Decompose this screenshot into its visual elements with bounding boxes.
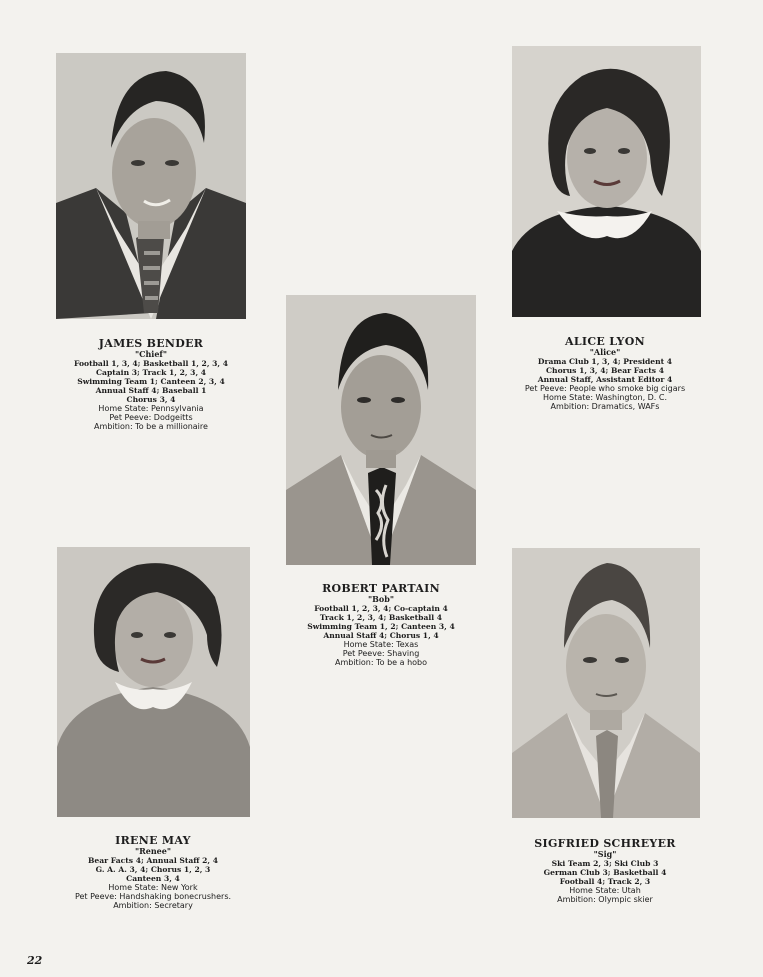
ambition: Ambition: Olympic skier: [557, 895, 653, 904]
portrait-sigfried-schreyer: [512, 548, 700, 818]
home-state: Home State: New York: [108, 883, 198, 892]
student-nickname: "Renee": [134, 846, 172, 856]
student-name: SIGFRIED SCHREYER: [534, 837, 676, 850]
student-name: ALICE LYON: [565, 335, 645, 348]
ambition: Ambition: Secretary: [113, 901, 193, 910]
activity-line: Football 1, 3, 4; Basketball 1, 2, 3, 4: [74, 359, 228, 368]
caption-james-bender: [53, 337, 249, 431]
student-nickname: "Sig": [593, 849, 617, 859]
activity-line: Chorus 1, 3, 4; Bear Facts 4: [546, 366, 664, 375]
home-state: Home State: Texas: [343, 640, 419, 649]
student-name: JAMES BENDER: [98, 337, 204, 350]
student-nickname: "Alice": [589, 347, 621, 357]
home-state: Home State: Washington, D. C.: [542, 393, 668, 402]
student-nickname: "Bob": [367, 594, 395, 604]
activity-line: German Club 3; Basketball 4: [543, 868, 667, 877]
activity-line: G. A. A. 3, 4; Chorus 1, 2, 3: [95, 865, 211, 874]
activity-line: Drama Club 1, 3, 4; President 4: [537, 357, 673, 366]
activity-line: Football 1, 2, 3, 4; Co-captain 4: [314, 604, 448, 613]
ambition: Ambition: To be a millionaire: [94, 422, 208, 431]
activity-line: Annual Staff 4; Chorus 1, 4: [323, 631, 439, 640]
student-name: IRENE MAY: [115, 834, 191, 847]
portrait-james-bender: [56, 53, 246, 319]
home-state: Home State: Utah: [569, 886, 641, 895]
student-name: ROBERT PARTAIN: [322, 582, 440, 595]
pet-peeve: Pet Peeve: People who smoke big cigars: [524, 384, 686, 393]
caption-sigfried-schreyer: [498, 837, 712, 904]
activity-line: Football 4; Track 2, 3: [559, 877, 651, 886]
home-state: Home State: Pennsylvania: [98, 404, 204, 413]
activity-line: Swimming Team 1, 2; Canteen 3, 4: [307, 622, 455, 631]
pet-peeve: Pet Peeve: Handshaking bonecrushers.: [74, 892, 232, 901]
ambition: Ambition: Dramatics, WAFs: [550, 402, 660, 411]
activity-line: Swimming Team 1; Canteen 2, 3, 4: [77, 377, 225, 386]
activity-line: Captain 3; Track 1, 2, 3, 4: [95, 368, 207, 377]
activity-line: Annual Staff 4; Baseball 1: [95, 386, 207, 395]
caption-robert-partain: [276, 582, 486, 667]
portrait-robert-partain: [286, 295, 476, 565]
student-nickname: "Chief": [134, 349, 168, 359]
activity-line: Track 1, 2, 3, 4; Basketball 4: [319, 613, 443, 622]
caption-alice-lyon: [500, 335, 710, 411]
pet-peeve: Pet Peeve: Shaving: [342, 649, 420, 658]
ambition: Ambition: To be a hobo: [334, 658, 428, 667]
portrait-irene-may: [57, 547, 250, 817]
activity-line: Chorus 3, 4: [126, 395, 176, 404]
activity-line: Canteen 3, 4: [126, 874, 180, 883]
page-number: 22: [27, 954, 43, 967]
portrait-alice-lyon: [512, 46, 701, 317]
activity-line: Ski Team 2, 3; Ski Club 3: [551, 859, 659, 868]
pet-peeve: Pet Peeve: Dodgeitts: [109, 413, 193, 422]
activity-line: Bear Facts 4; Annual Staff 2, 4: [87, 856, 219, 865]
caption-irene-may: [48, 834, 258, 910]
activity-line: Annual Staff, Assistant Editor 4: [537, 375, 673, 384]
